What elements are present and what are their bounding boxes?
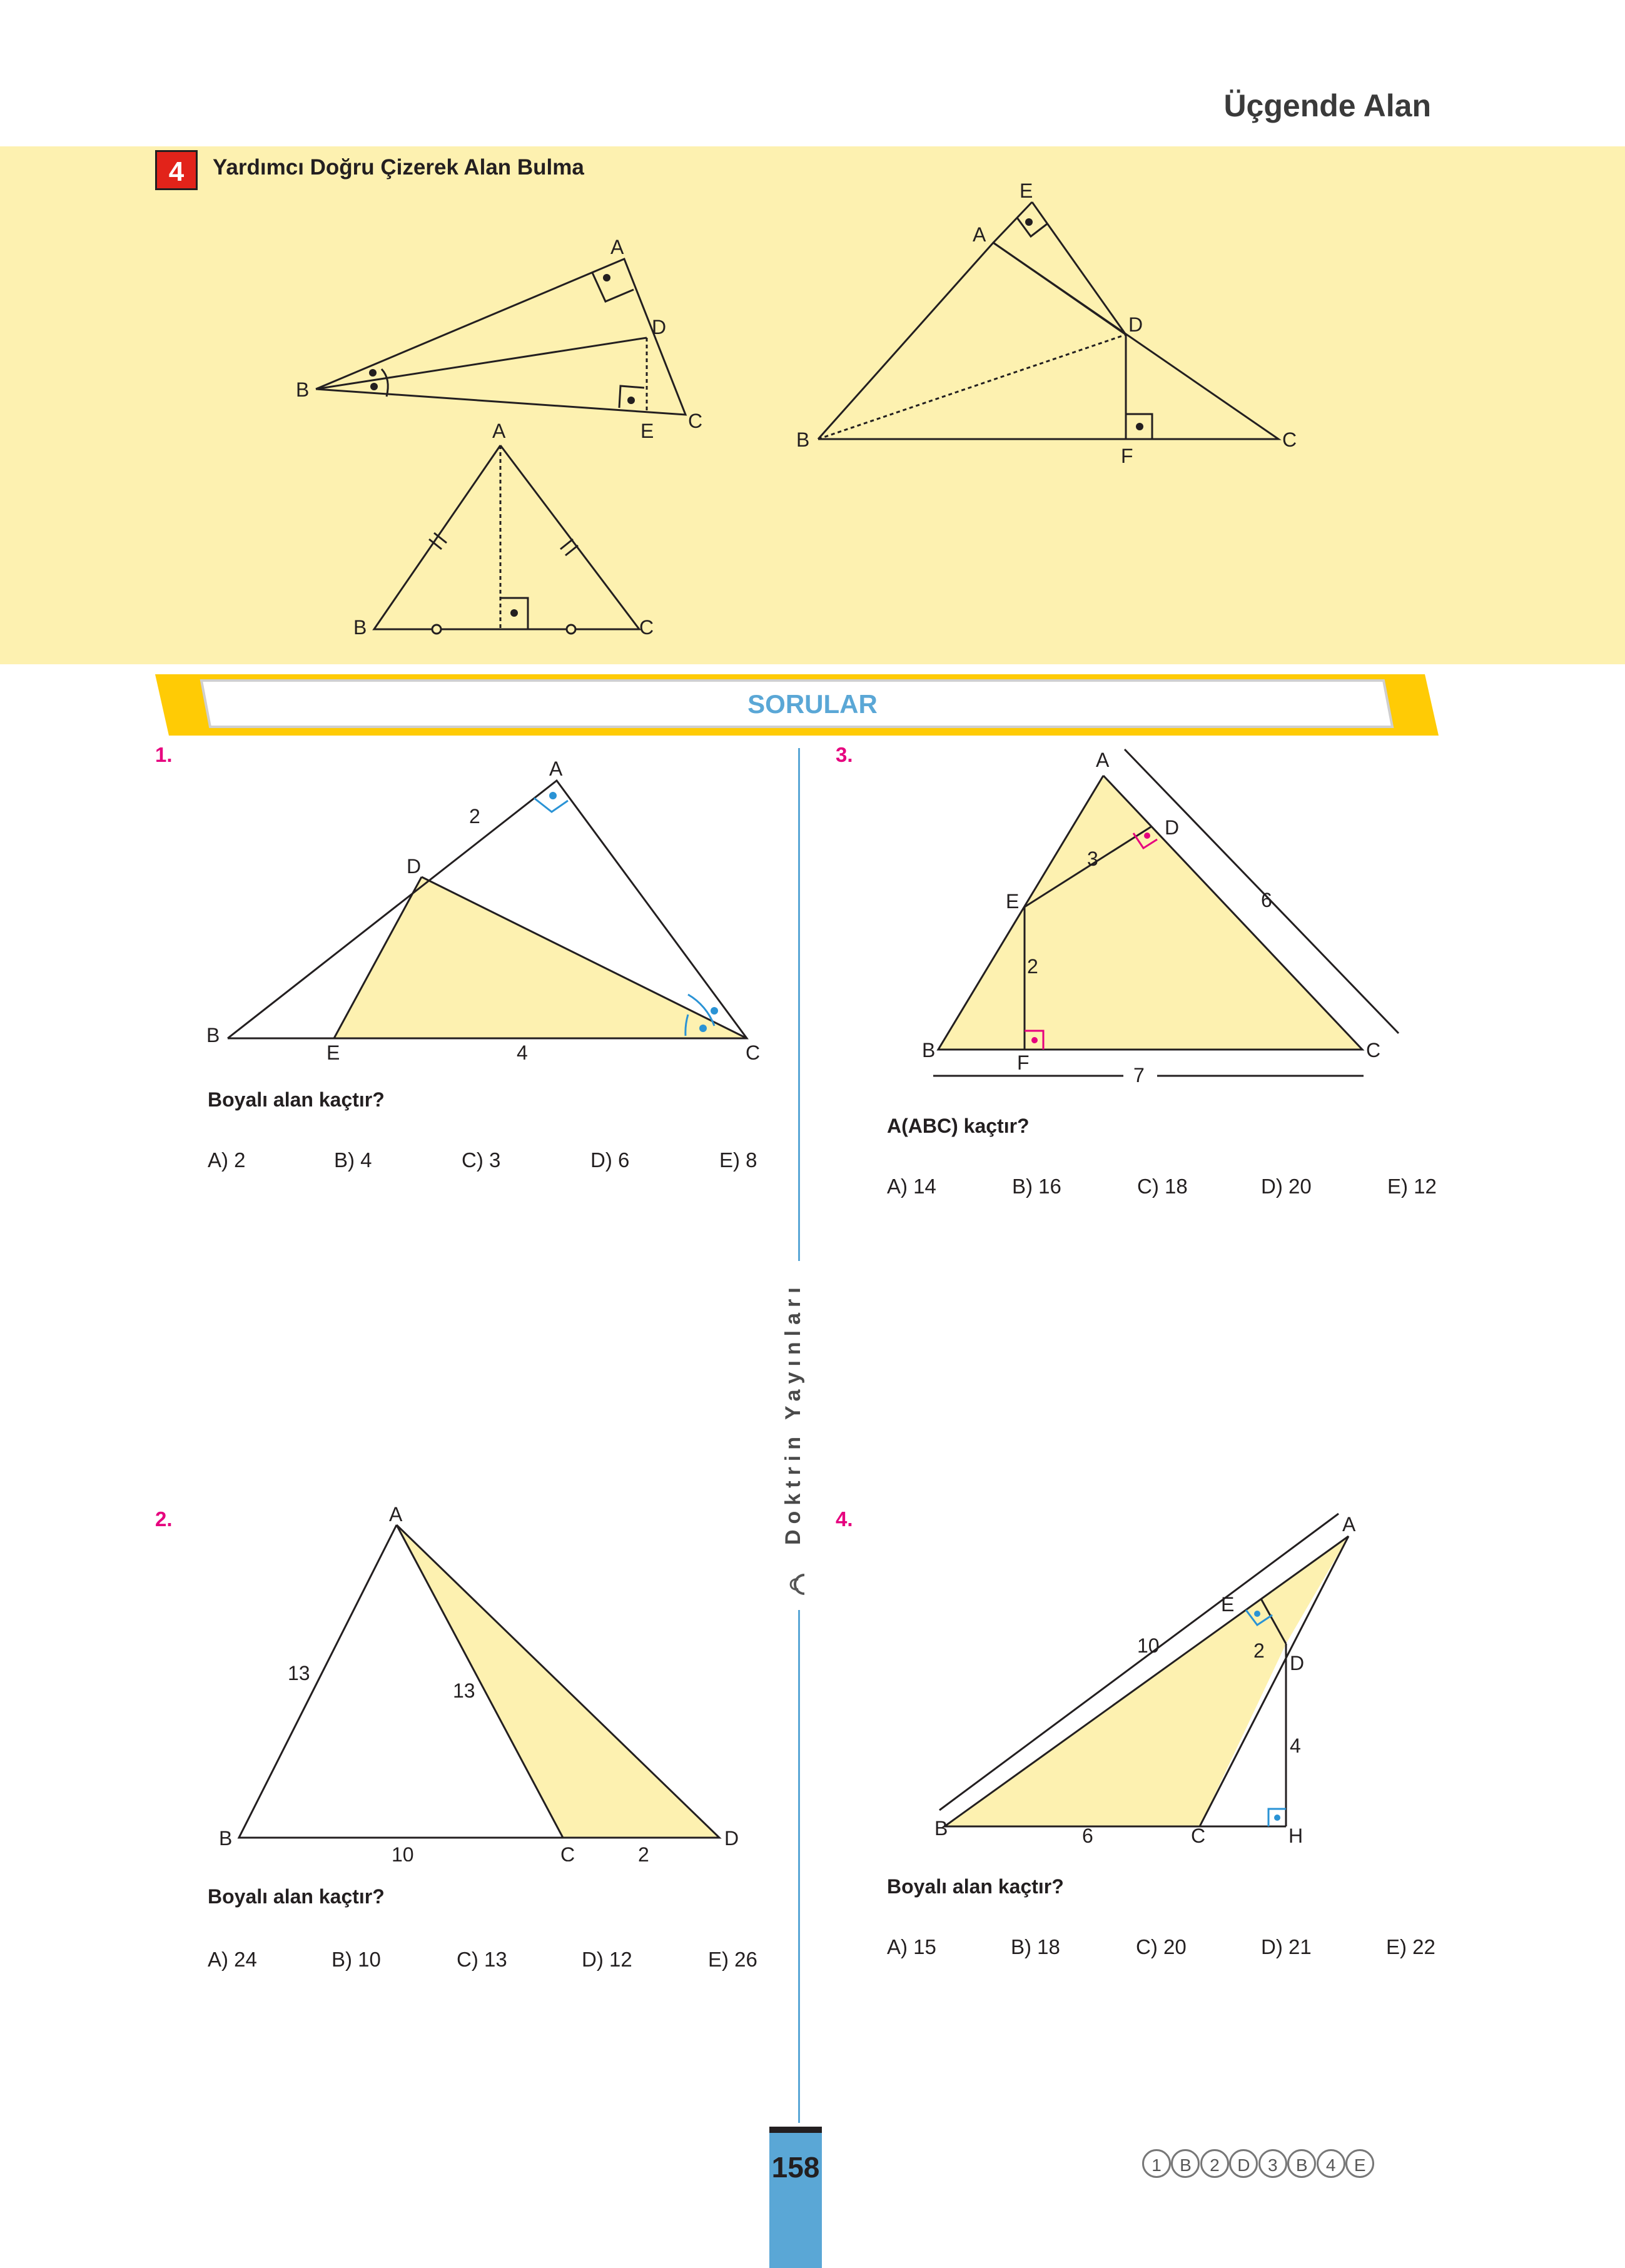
q4-label-h: H [1288, 1825, 1304, 1847]
q2-choice-e[interactable]: E) 26 [708, 1948, 757, 1971]
section-number-badge: 4 [155, 150, 198, 190]
q1-choice-b[interactable]: B) 4 [334, 1148, 372, 1172]
column-divider-bottom [798, 1610, 800, 2123]
q4-label-ed: 2 [1253, 1639, 1265, 1662]
section-title: Yardımcı Doğru Çizerek Alan Bulma [213, 155, 584, 180]
intro-figure-isosceles [374, 445, 639, 634]
fig1-label-b: B [296, 378, 310, 401]
q4-choice-b[interactable]: B) 18 [1011, 1935, 1060, 1958]
q4-label-a: A [1342, 1513, 1356, 1536]
q2-label-c: C [560, 1843, 575, 1861]
q2-choice-c[interactable]: C) 13 [457, 1948, 507, 1971]
q2-choice-d[interactable]: D) 12 [582, 1948, 632, 1971]
fig3-label-e: E [1020, 180, 1033, 202]
question-1-prompt: Boyalı alan kaçtır? [208, 1088, 385, 1111]
page-title: Üçgende Alan [1223, 88, 1431, 123]
q2-label-ac: 13 [453, 1679, 475, 1702]
column-divider-top [798, 748, 800, 1261]
question-3-figure [907, 742, 1532, 1092]
question-2-figure [188, 1499, 782, 1861]
q4-choice-c[interactable]: C) 20 [1136, 1935, 1187, 1958]
fig3-label-c: C [1282, 428, 1297, 451]
question-1-figure [188, 742, 782, 1080]
q3-choice-a[interactable]: A) 14 [887, 1175, 936, 1198]
intro-figure-extension [818, 202, 1278, 439]
answer-key-item: B [1171, 2149, 1200, 2178]
fig3-label-f: F [1121, 445, 1133, 467]
question-4-prompt: Boyalı alan kaçtır? [887, 1875, 1064, 1898]
q4-label-dh: 4 [1290, 1734, 1301, 1757]
q3-choice-d[interactable]: D) 20 [1261, 1175, 1312, 1198]
q3-label-ac: 6 [1261, 889, 1272, 911]
q3-choice-e[interactable]: E) 12 [1387, 1175, 1437, 1198]
q2-label-b: B [219, 1827, 233, 1850]
q4-label-e: E [1221, 1593, 1235, 1616]
fig1-label-d: D [652, 316, 667, 338]
intro-figures [0, 146, 1625, 664]
question-1-number: 1. [155, 743, 173, 766]
q3-label-d: D [1165, 816, 1180, 839]
answer-key-item: D [1229, 2149, 1258, 2178]
q2-label-ab: 13 [288, 1662, 310, 1684]
page-number: 158 [771, 2151, 820, 2184]
q3-label-f: F [1017, 1051, 1030, 1074]
fig2-label-a: A [492, 420, 506, 442]
q1-label-c: C [746, 1041, 761, 1064]
question-4-figure [907, 1501, 1532, 1851]
q1-label-e: E [327, 1041, 340, 1064]
q2-choice-a[interactable]: A) 24 [208, 1948, 257, 1971]
fig1-label-c: C [688, 410, 703, 432]
answer-key-item: 4 [1317, 2149, 1345, 2178]
q2-label-d: D [724, 1827, 739, 1850]
q3-choice-b[interactable]: B) 16 [1012, 1175, 1061, 1198]
fig3-label-b: B [796, 428, 810, 451]
q3-label-ef: 2 [1027, 955, 1038, 978]
answer-key-item: B [1287, 2149, 1316, 2178]
answer-key-item: 3 [1258, 2149, 1287, 2178]
q1-label-b: B [206, 1024, 220, 1046]
q2-label-bc: 10 [392, 1843, 414, 1861]
answer-key-item: 2 [1200, 2149, 1229, 2178]
q3-label-b: B [922, 1039, 936, 1061]
answer-key-item: E [1345, 2149, 1374, 2178]
q4-choice-a[interactable]: A) 15 [887, 1935, 936, 1958]
q3-label-e: E [1006, 890, 1020, 913]
answer-key [1142, 2149, 1372, 2178]
q4-label-bc: 6 [1082, 1825, 1093, 1847]
q4-label-c: C [1191, 1825, 1206, 1847]
q3-label-a: A [1096, 749, 1110, 771]
q1-choice-e[interactable]: E) 8 [719, 1148, 757, 1172]
question-3-number: 3. [836, 743, 853, 766]
publisher-logo-icon [783, 1569, 814, 1600]
fig2-label-b: B [353, 616, 367, 639]
q2-label-cd: 2 [638, 1843, 649, 1861]
q4-choice-e[interactable]: E) 22 [1386, 1935, 1435, 1958]
answer-key-item: 1 [1142, 2149, 1171, 2178]
q1-label-a: A [549, 757, 563, 780]
q4-label-d: D [1290, 1652, 1305, 1674]
question-4-number: 4. [836, 1507, 853, 1531]
q2-label-a: A [389, 1503, 403, 1526]
q2-choice-b[interactable]: B) 10 [332, 1948, 381, 1971]
fig1-label-e: E [640, 420, 654, 442]
q4-choice-d[interactable]: D) 21 [1261, 1935, 1312, 1958]
page-number-bar [769, 2127, 822, 2133]
q1-choice-a[interactable]: A) 2 [208, 1148, 246, 1172]
question-3-prompt: A(ABC) kaçtır? [887, 1115, 1030, 1137]
fig3-label-a: A [973, 223, 986, 246]
q1-choice-c[interactable]: C) 3 [462, 1148, 501, 1172]
q3-label-ed: 3 [1087, 848, 1098, 870]
q3-choice-c[interactable]: C) 18 [1137, 1175, 1188, 1198]
fig2-label-c: C [639, 616, 654, 639]
q1-label-ad: 2 [469, 805, 480, 828]
publisher-vertical [779, 1282, 810, 1551]
publisher-name: Doktrin Yayınları [781, 1282, 805, 1545]
sorular-heading: SORULAR [747, 689, 878, 719]
q1-label-d: D [407, 855, 422, 878]
question-2-number: 2. [155, 1507, 173, 1531]
fig3-label-d: D [1128, 313, 1143, 336]
q3-label-c: C [1366, 1039, 1381, 1061]
q3-label-bc: 7 [1133, 1064, 1145, 1086]
intro-figure-bisector [316, 259, 686, 415]
q4-label-ba: 10 [1137, 1634, 1160, 1657]
question-2-prompt: Boyalı alan kaçtır? [208, 1885, 385, 1908]
fig1-label-a: A [610, 236, 624, 258]
q4-label-b: B [934, 1817, 948, 1840]
q1-choice-d[interactable]: D) 6 [590, 1148, 630, 1172]
q1-label-ec: 4 [517, 1041, 528, 1064]
